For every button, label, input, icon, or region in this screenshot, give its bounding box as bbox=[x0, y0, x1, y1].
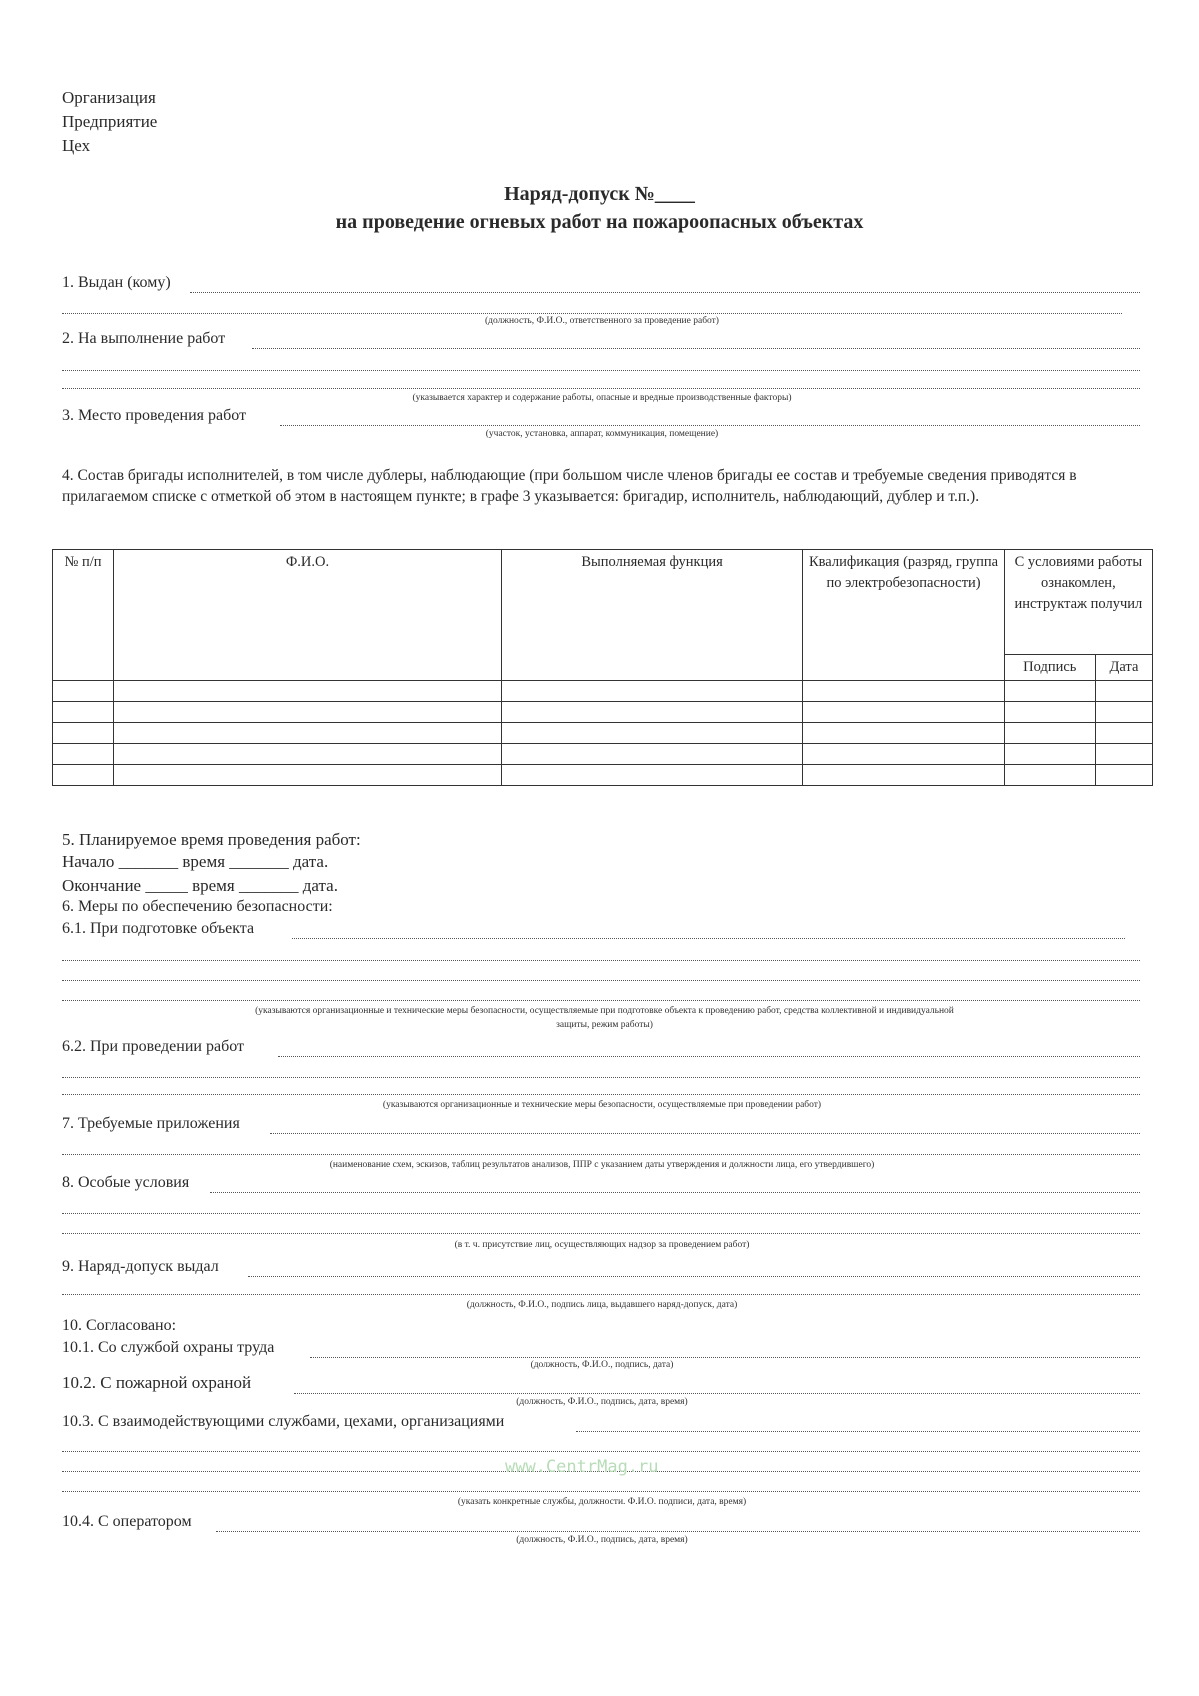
item-4-text: 4. Состав бригады исполнителей, в том числе дублеры, наблюдающие (при большом числе членов бригады ее состав и требуемые сведения приводятся в прилагаемом списке с отметкой об этом в настоящем пункте; в графе 3 указывается: бригадир, исполнитель, наблюдающий, дублер и т.п.). bbox=[62, 467, 1077, 505]
col-acknowledged-header: С условиями работы ознакомлен, инструктаж получил bbox=[1004, 550, 1152, 655]
item-8-hint: (в т. ч. присутствие лиц, осуществляющих надзор за проведением работ) bbox=[454, 1240, 750, 1250]
item-5-label: 5. Планируемое время проведения работ: bbox=[62, 830, 361, 849]
col-name-header: Ф.И.О. bbox=[114, 550, 502, 681]
col-num-header: № п/п bbox=[53, 550, 114, 681]
item-8-fill-line-3[interactable] bbox=[62, 1233, 1140, 1234]
item-2-label: 2. На выполнение работ bbox=[62, 330, 226, 347]
item-3-hint: (участок, установка, аппарат, коммуникация, помещение) bbox=[485, 429, 719, 439]
item-7-fill-line[interactable] bbox=[270, 1133, 1140, 1134]
item-2-fill-line-2[interactable] bbox=[62, 370, 1140, 371]
item-10-3-label: 10.3. С взаимодействующими службами, цехами, организациями bbox=[62, 1413, 505, 1430]
workshop-label: Цех bbox=[62, 136, 91, 155]
item-10-1-label: 10.1. Со службой охраны труда bbox=[62, 1339, 275, 1356]
table-row bbox=[53, 723, 1153, 744]
item-9-fill-line[interactable] bbox=[248, 1276, 1140, 1277]
col-sign-header: Подпись bbox=[1004, 655, 1095, 681]
item-1-fill-line-2[interactable] bbox=[62, 313, 1122, 314]
table-row bbox=[53, 681, 1153, 702]
table-row bbox=[53, 765, 1153, 786]
item-3-fill-line[interactable] bbox=[280, 425, 1140, 426]
item-9-fill-line-2[interactable] bbox=[62, 1294, 1140, 1295]
item-10-3-fill-line-2[interactable] bbox=[62, 1451, 1140, 1452]
item-10-2-label: 10.2. С пожарной охраной bbox=[62, 1373, 252, 1392]
col-function-header: Выполняемая функция bbox=[501, 550, 803, 681]
item-6-1-fill-line-2[interactable] bbox=[62, 960, 1140, 961]
item-9-label: 9. Наряд-допуск выдал bbox=[62, 1258, 219, 1275]
crew-table bbox=[52, 549, 1153, 786]
item-2-hint: (указывается характер и содержание работы, опасные и вредные производственные факторы) bbox=[412, 393, 792, 403]
item-6-2-fill-line-2[interactable] bbox=[62, 1077, 1140, 1078]
item-6-1-fill-line-3[interactable] bbox=[62, 980, 1140, 981]
table-row bbox=[53, 744, 1153, 765]
item-6-2-fill-line-3[interactable] bbox=[62, 1094, 1140, 1095]
item-6-1-fill-line[interactable] bbox=[292, 938, 1125, 939]
item-10-2-fill-line[interactable] bbox=[294, 1393, 1140, 1394]
item-10-label: 10. Согласовано: bbox=[62, 1317, 177, 1334]
document-subtitle: на проведение огневых работ на пожароопасных объектах bbox=[335, 211, 864, 233]
item-5-end: Окончание _____ время _______ дата. bbox=[62, 876, 338, 895]
document-title: Наряд-допуск №____ bbox=[504, 183, 695, 205]
item-7-hint: (наименование схем, эскизов, таблиц результатов анализов, ППР с указанием даты утверждения и должности лица, его утвердившего) bbox=[329, 1160, 875, 1170]
item-6-2-label: 6.2. При проведении работ bbox=[62, 1038, 244, 1055]
item-10-1-hint: (должность, Ф.И.О., подпись, дата) bbox=[530, 1360, 674, 1370]
item-6-1-label: 6.1. При подготовке объекта bbox=[62, 920, 255, 937]
item-8-fill-line[interactable] bbox=[210, 1192, 1140, 1193]
item-10-3-fill-line[interactable] bbox=[576, 1431, 1140, 1432]
item-7-label: 7. Требуемые приложения bbox=[62, 1115, 240, 1132]
table-row bbox=[53, 702, 1153, 723]
item-1-fill-line[interactable] bbox=[190, 292, 1140, 293]
item-6-2-hint: (указываются организационные и технические меры безопасности, осуществляемые при проведении работ) bbox=[382, 1100, 822, 1110]
item-9-hint: (должность, Ф.И.О., подпись лица, выдавшего наряд-допуск, дата) bbox=[466, 1300, 738, 1310]
watermark: www.CentrMag.ru bbox=[505, 1457, 659, 1477]
item-8-label: 8. Особые условия bbox=[62, 1174, 190, 1191]
item-8-fill-line-2[interactable] bbox=[62, 1213, 1140, 1214]
item-1-hint: (должность, Ф.И.О., ответственного за проведение работ) bbox=[485, 316, 719, 326]
item-2-fill-line-3[interactable] bbox=[62, 388, 1140, 389]
item-6-label: 6. Меры по обеспечению безопасности: bbox=[62, 898, 333, 915]
item-7-fill-line-2[interactable] bbox=[62, 1154, 1140, 1155]
item-6-1-hint-2: защиты, режим работы) bbox=[556, 1020, 653, 1030]
item-6-2-fill-line[interactable] bbox=[278, 1056, 1140, 1057]
item-10-3-fill-line-4[interactable] bbox=[62, 1491, 1140, 1492]
organization-label: Организация bbox=[62, 88, 156, 107]
item-6-1-fill-line-4[interactable] bbox=[62, 1000, 1140, 1001]
item-10-4-fill-line[interactable] bbox=[216, 1531, 1140, 1532]
col-date-header: Дата bbox=[1095, 655, 1152, 681]
item-10-4-label: 10.4. С оператором bbox=[62, 1513, 192, 1530]
item-2-fill-line[interactable] bbox=[252, 348, 1140, 349]
enterprise-label: Предприятие bbox=[62, 112, 158, 131]
item-10-1-fill-line[interactable] bbox=[310, 1357, 1140, 1358]
col-qualification-header: Квалификация (разряд, группа по электробезопасности) bbox=[803, 550, 1004, 681]
item-5-start: Начало _______ время _______ дата. bbox=[62, 852, 329, 871]
item-3-label: 3. Место проведения работ bbox=[62, 407, 247, 424]
item-10-4-hint: (должность, Ф.И.О., подпись, дата, время) bbox=[516, 1535, 688, 1545]
item-6-1-hint: (указываются организационные и технические меры безопасности, осуществляемые при подготовке объекта к проведению работ, средства коллективной и индивидуальной bbox=[255, 1006, 954, 1016]
item-10-3-hint: (указать конкретные службы, должности. Ф.И.О. подписи, дата, время) bbox=[457, 1497, 747, 1507]
item-1-label: 1. Выдан (кому) bbox=[62, 274, 171, 291]
item-10-2-hint: (должность, Ф.И.О., подпись, дата, время) bbox=[516, 1397, 688, 1407]
